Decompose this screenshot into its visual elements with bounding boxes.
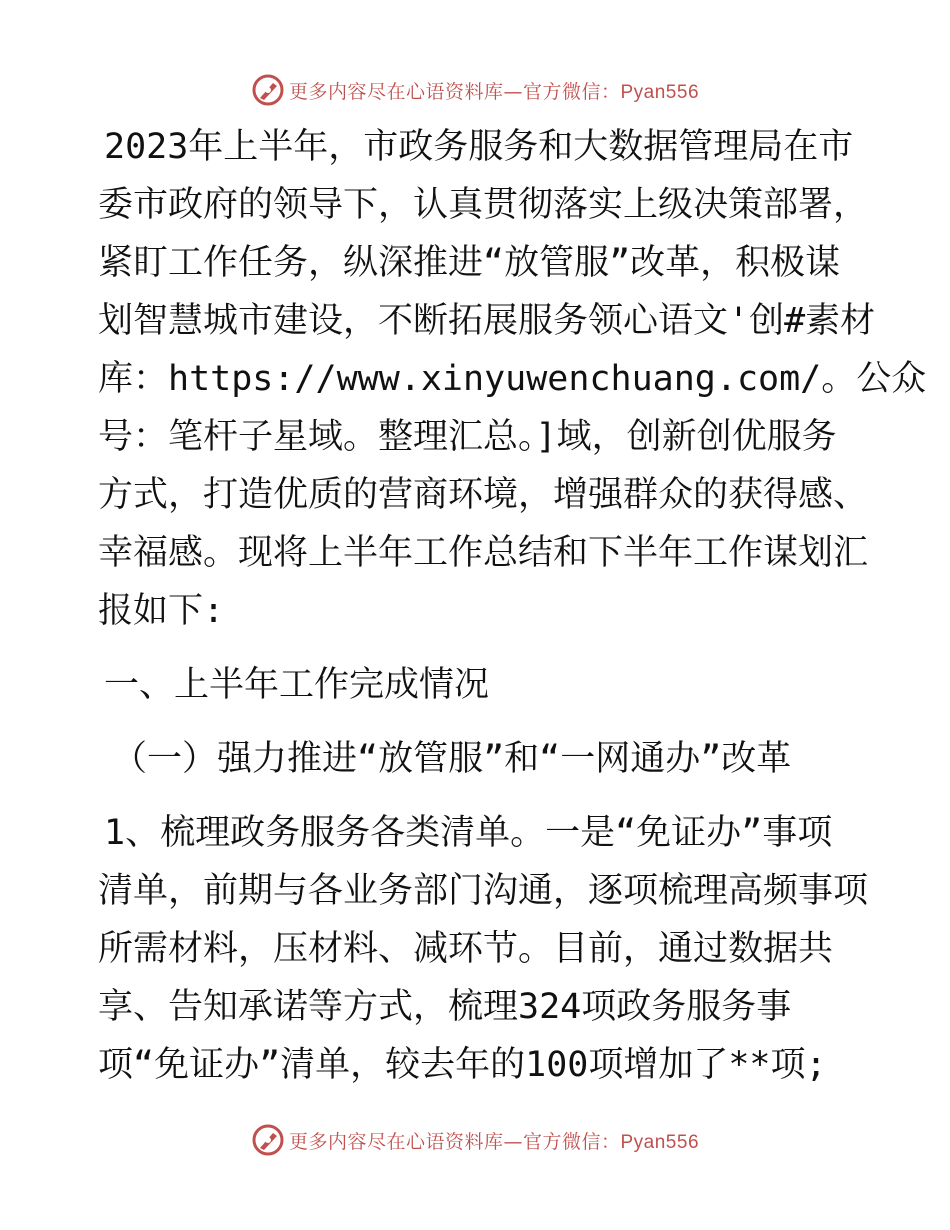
paragraph-line: 享、告知承诺等方式，梳理324项政务服务事 bbox=[98, 987, 792, 1027]
watermark-header bbox=[0, 70, 950, 110]
document-body bbox=[98, 118, 927, 1094]
watermark-text: 更多内容尽在心语资料库—官方微信：Pyan556 bbox=[288, 80, 700, 103]
paragraph-line: 项“免证办”清单，较去年的100项增加了**项; bbox=[98, 1045, 827, 1085]
pen-seal-icon bbox=[251, 1123, 285, 1157]
paragraph-line: 号：笔杆子星域。整理汇总。]域，创新创优服务 bbox=[98, 417, 837, 457]
paragraph-line: 委市政府的领导下，认真贯彻落实上级决策部署， bbox=[98, 185, 869, 225]
paragraph-line: 紧盯工作任务，纵深推进“放管服”改革，积极谋 bbox=[98, 243, 841, 283]
paragraph-line: 所需材料，压材料、减环节。目前，通过数据共 bbox=[98, 929, 834, 969]
section-heading: 一、上半年工作完成情况 bbox=[104, 665, 490, 705]
subsection-heading: （一）强力推进“放管服”和“一网通办”改革 bbox=[112, 739, 792, 779]
paragraph-line: 1、梳理政务服务各类清单。一是“免证办”事项 bbox=[104, 813, 833, 853]
paragraph-line: 报如下: bbox=[98, 591, 225, 631]
paragraph-line: 幸福感。现将上半年工作总结和下半年工作谋划汇 bbox=[98, 533, 869, 573]
paragraph-line: 库：https://www.xinyuwenchuang.com/。公众 bbox=[98, 359, 927, 399]
paragraph-line: 清单，前期与各业务部门沟通，逐项梳理高频事项 bbox=[98, 871, 869, 911]
watermark-footer bbox=[0, 1120, 950, 1160]
paragraph-line: 2023年上半年，市政务服务和大数据管理局在市 bbox=[104, 127, 854, 167]
paragraph-line: 划智慧城市建设，不断拓展服务领心语文'创#素材 bbox=[98, 301, 876, 341]
pen-seal-icon bbox=[251, 73, 285, 107]
paragraph-line: 方式，打造优质的营商环境，增强群众的获得感、 bbox=[98, 475, 869, 515]
watermark-text: 更多内容尽在心语资料库—官方微信：Pyan556 bbox=[288, 1130, 700, 1153]
